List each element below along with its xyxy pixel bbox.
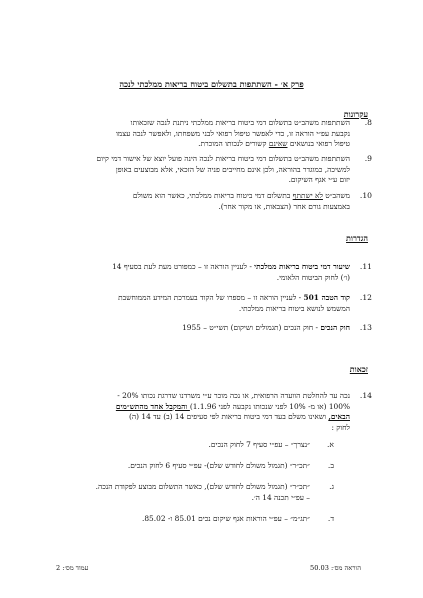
paragraph-13-line-1-text: - חוק הנכים (תגמולים ושיקום) תשי״ט – 1955: [182, 323, 321, 332]
paragraph-8-line-2: נקבעת עפ״י הוראה זו, כדי לאפשר טיפול רפואי לבני משפחתו, ולאפשר לנכה עצמו: [115, 128, 350, 138]
paragraph-12-line-2: המשמש לנושא ביטוח בריאות ממלכתי.: [238, 303, 350, 313]
paragraph-11-line-2: (ו׳) לחוק הביטוח הלאומי.: [276, 272, 350, 282]
item-number-9: 9.: [364, 154, 372, 163]
item-number-8: 8.: [364, 118, 372, 127]
paragraph-11-line-1: [57, 262, 350, 273]
paragraph-14-line-2: [57, 402, 350, 413]
paragraph-8-line-3-start: טיפול רפואי בנושאים: [287, 139, 350, 149]
page-title: פרק א׳ - השתתפות בתשלום ביטוח בריאות ממלכתי לנכה: [119, 79, 304, 89]
paragraph-9-line-3: יזום ע״י אגף השיקום.: [288, 175, 350, 185]
paragraph-12-line-1-text: - לעניין הוראה זו – מספרו של הקוד בעמרכת המידע הממוחשבת: [118, 293, 304, 302]
item-number-10: 10.: [359, 191, 372, 200]
paragraph-8-line-3: [57, 139, 350, 150]
subitem-d: [60, 514, 310, 525]
item-number-14: 14.: [359, 391, 372, 400]
paragraph-14-line-3-end: ושאינו משלם בעד דמי ביטוח בריאות לפי סעיפים 14 (ב) עד 14 (ה): [129, 412, 329, 422]
paragraph-9-line-2: למשיכה, כמוגדר בהוראה, ולכן אינם מחייבים פניה של הזכאי, אלא מבוצעים באופן: [115, 164, 350, 174]
paragraph-12-line-1: [57, 293, 350, 304]
paragraph-14-line-4: לחוק :: [331, 422, 350, 432]
item-number-12: 12.: [359, 293, 372, 302]
paragraph-10-line-2: באמצעות גורם אחר (הצבאות, או מקור אחר).: [218, 201, 350, 211]
subitem-b: [60, 461, 310, 472]
paragraph-9: [57, 154, 350, 186]
paragraph-14-line-2-start: 100% (או מ- 10% לפני שנכותו נקבעה לפני 1.1.96): [189, 401, 350, 411]
paragraph-14-underlined-2: הבאים,: [328, 412, 350, 422]
subitem-c-line-2: – עפ״י תכנה 14 ה׳.: [251, 492, 310, 502]
term-benefit-code: קוד הטבה 501: [303, 293, 350, 302]
term-health-insurance-rate: שיעור דמי ביטוח בריאות ממלכתי: [254, 262, 350, 271]
section-heading-definitions: הגדרות: [346, 233, 368, 243]
section-heading-rights: זכאות: [349, 364, 368, 374]
paragraph-11-line-1-text: - לעניין הוראה זו – כמפורט מעת לעת בסעיף 14: [112, 262, 255, 271]
paragraph-14-line-3: [57, 412, 350, 423]
subitem-letter-c: ג.: [329, 482, 334, 491]
paragraph-13-line-1: [57, 323, 350, 334]
paragraph-9-line-1: השתתפות משהב״ט בתשלום דמי ביטוח בריאות לנכה הינה פועל יוצא של אישור דמי קיום: [96, 154, 350, 163]
paragraph-10: [82, 191, 350, 212]
item-number-11: 11.: [359, 262, 372, 271]
subitem-d-text: ״תג״מ״ – עפ״י הוראות אגף שיקום נכים 85.01 ו- 85.02.: [142, 514, 310, 523]
subitem-letter-b: ב.: [327, 461, 334, 470]
item-number-13: 13.: [359, 323, 372, 332]
footer-directive-number: הוראה מס׳: 50.03: [310, 564, 361, 572]
section-heading-principles: עקרונות: [343, 109, 368, 119]
subitem-letter-d: ד.: [327, 514, 334, 523]
paragraph-8-line-3-end: קשורים לנכותו המוכרת.: [198, 139, 269, 149]
paragraph-10-line-1-start: משהב״ט: [322, 191, 350, 200]
subitem-c: [60, 482, 310, 503]
subitem-c-line-1: ״תכ״ר״ (תגמול משולם לחודש שלם), כאשר התשלום מבוצע לפקודת הנכה.: [95, 482, 310, 491]
paragraph-14-line-1: נכה עד להחלטת הוועדה הרפואית, או נכה מוכר ע״י משרדנו שדרגת נכותו 20% -: [117, 391, 350, 400]
paragraph-10-line-1-end: בתשלום דמי ביטוח בריאות ממלכתי, כאשר הוא משולם: [132, 191, 293, 200]
footer-page-number: עמוד מס׳: 2: [56, 564, 89, 572]
paragraph-8-underlined: שאינם: [268, 139, 288, 149]
paragraph-10-line-1: [82, 191, 350, 202]
paragraph-14-underlined-1: והמקבל אחד מהתש״מים: [115, 401, 190, 411]
paragraph-14: [57, 391, 350, 433]
term-disabled-law: חוק הנכים: [320, 323, 350, 332]
subitem-a: [60, 440, 310, 451]
paragraph-12: [57, 293, 350, 314]
paragraph-11: [57, 262, 350, 283]
paragraph-8-line-1: השתתפות משהב״ט בתשלום דמי ביטוח בריאות ממלכתי ניתנת לנכה שזכאותו: [130, 118, 350, 127]
subitem-b-text: ״תכ״ר״ (תגמול משולם לחודש שלם)- עפ״י סעיף 6 לחוק הנכים.: [127, 461, 310, 470]
paragraph-8: [57, 118, 350, 150]
paragraph-10-underlined: לא ישתתף: [292, 191, 323, 200]
paragraph-13: [57, 323, 350, 334]
subitem-a-text: ״נצרך״ – עפ״י סעיף 7 לחוק הנכים.: [208, 440, 310, 449]
subitem-letter-a: א.: [327, 440, 334, 449]
